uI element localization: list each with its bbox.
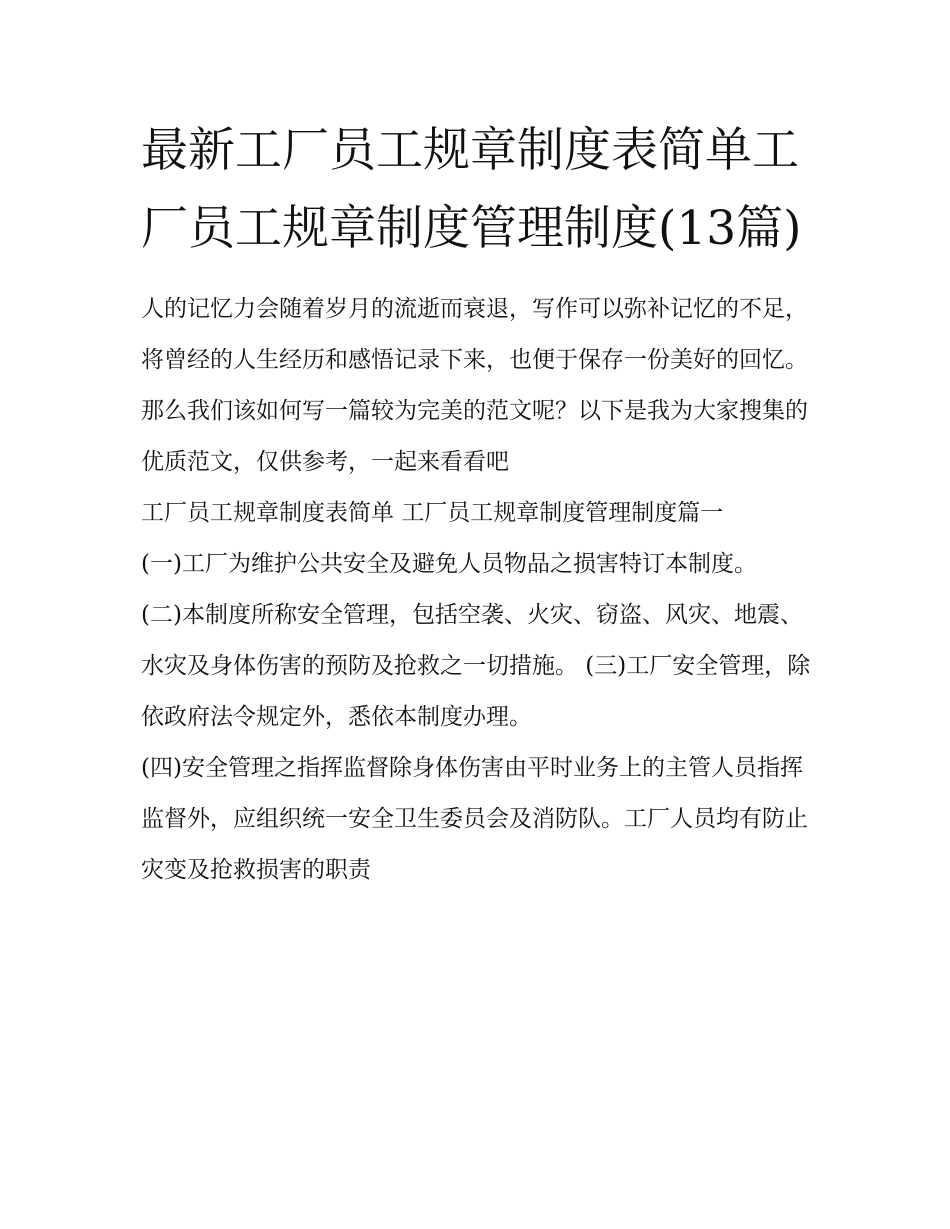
document-title: 最新工厂员工规章制度表简单工厂员工规章制度管理制度(13篇) xyxy=(141,123,802,256)
clause-paragraph: (二)本制度所称安全管理，包括空袭、火灾、窃盗、风灾、地震、水灾及身体伤害的预防及抢救之一切措施。 (三)工厂安全管理，除依政府法令规定外，悉依本制度办理。 xyxy=(141,602,811,730)
document-page xyxy=(141,112,821,896)
document-body xyxy=(141,284,821,896)
clause-paragraph: (一)工厂为维护公共安全及避免人员物品之损害特订本制度。 xyxy=(141,551,757,577)
intro-paragraph: 人的记忆力会随着岁月的流逝而衰退，写作可以弥补记忆的不足，将曾经的人生经历和感悟记录下来，也便于保存一份美好的回忆。那么我们该如何写一篇较为完美的范文呢？以下是我为大家搜集的优质范文，仅供参考，一起来看看吧 xyxy=(141,296,808,475)
section-heading: 工厂员工规章制度表简单 工厂员工规章制度管理制度篇一 xyxy=(141,500,724,526)
clause-paragraph: (四)安全管理之指挥监督除身体伤害由平时业务上的主管人员指挥监督外，应组织统一安全卫生委员会及消防队。工厂人员均有防止灾变及抢救损害的职责 xyxy=(141,755,808,883)
